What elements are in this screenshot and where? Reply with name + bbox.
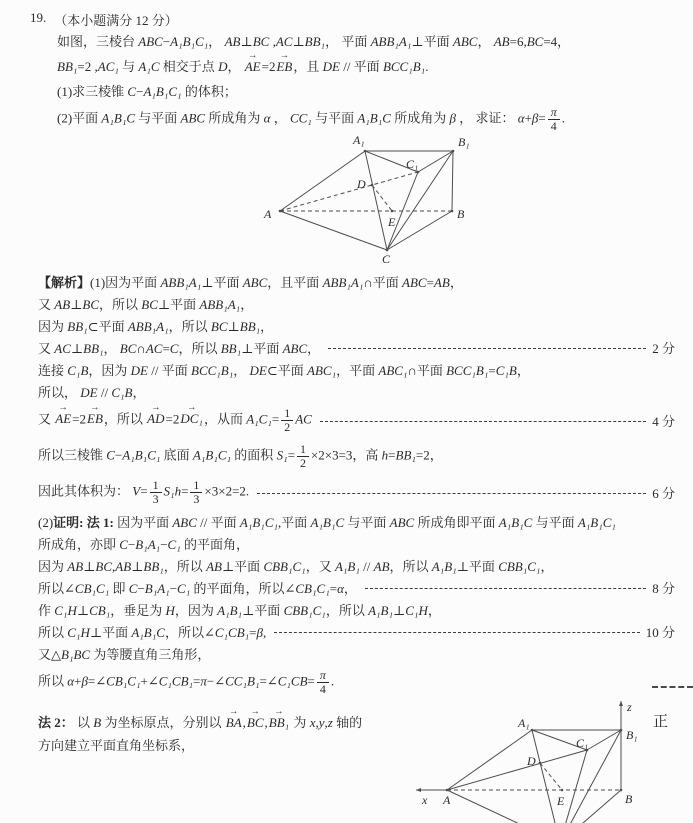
z-axis-arrowhead [619,701,623,706]
vertex-label-x: x [422,793,428,807]
vertex-label-D: D [527,754,536,768]
edge-B1-B [452,151,453,211]
vertex-label-C₁: C₁ [576,736,589,750]
line-text: (1)求三棱锥 C−A₁B₁C₁ 的体积； [57,84,237,99]
line-text: 又 AC⊥BB₁， BC∩AC=C，所以 BB₁⊥平面 ABC， [38,340,321,356]
vertex-label-A₁: A₁ [518,716,530,730]
vertex-label-B₁: B₁ [458,135,470,149]
line-text: BB₁=2 ,AC₁ 与 A₁C 相交于点 D， → AE=2→ EB，且 DE // 平面 BCC₁B₁. [57,56,428,75]
vertex-label-E: E [557,794,565,808]
text-line [38,733,398,756]
line-text: 所以， DE // C₁B， [38,384,146,400]
vertex-dot-A1 [531,729,534,732]
line-text: 法 2： 以 B 为坐标原点，分别以 → BA,→ BC,→ BB₁ 为 x,y,z 轴的 [38,712,362,731]
margin-dashed-line [652,686,693,688]
dotted-leader [328,348,646,349]
edge-A-C1 [447,750,587,790]
text-line [38,336,675,358]
text-line [38,380,675,402]
text-line [38,402,675,438]
line-text: 因此其体积为： V= $\frac{1}{3}$ S₁h= $\frac{1}{3}$ ×3×2=2. [38,477,250,506]
vertex-dot-A1 [364,150,367,153]
dotted-leader [257,493,646,494]
line-text: 如图，三棱台 ABC−A₁B₁C₁， AB⊥BC ,AC⊥BB₁， 平面 ABB₁A₁⊥平面 ABC， AB=6,BC=4， [57,34,571,49]
problem-statement [57,28,673,136]
dotted-leader [274,632,639,633]
vertex-label-C: C [382,252,391,266]
vertex-dot-D [371,184,374,187]
vertex-label-A₁: A₁ [353,133,365,147]
text-line [38,292,675,314]
line-text: 所以∠CB₁C₁ 即 C−B₁A₁−C₁ 的平面角，所以∠CB₁C₁=α， [38,580,357,596]
vertex-label-z: z [627,700,632,714]
edge-A-C [280,211,387,250]
vertex-label-C₁: C₁ [406,157,419,171]
text-line [38,576,675,598]
text-line [38,620,675,642]
figure-frustum-main [240,130,490,275]
text-line [38,598,675,620]
problem-number: 19. [30,10,47,25]
vertex-dot-E [561,789,564,792]
edge-B1-C1 [418,151,453,172]
score-label: 4 分 [652,413,675,429]
vertex-label-E: E [388,215,396,229]
vertex-dot-E [391,210,394,213]
vertex-dot-C [386,249,389,252]
line-text: 方向建立平面直角坐标系， [38,738,195,753]
line-text: 所以 C₁H⊥平面 A₁B₁C，所以∠C₁CB₁=β, [38,624,267,640]
text-line [57,28,673,53]
vertex-dot-B [620,789,623,792]
line-text: 所以 α+β=∠CB₁C₁+∠C₁CB₁=π−∠CC₁B₁=∠C₁CB= $\frac{\pi}{4}$ . [38,667,335,696]
text-line [57,53,673,78]
score-label: 10 分 [645,624,675,640]
edge-A-C [447,790,560,823]
text-line [38,474,675,510]
line-text: 所成角，亦即 C−B₁A₁−C₁ 的平面角， [38,536,250,552]
line-text: 连接 C₁B，因为 DE // 平面 BCC₁B₁， DE⊂平面 ABC₁，平面 ABC₁∩平面 BCC₁B₁=C₁B， [38,362,530,378]
vertex-dot-B1 [620,729,623,732]
vertex-label-B: B [625,792,633,806]
edge-B-C [387,211,452,250]
text-line [38,510,675,532]
solution-section [38,270,675,700]
line-text: 因为 AB⊥BC,AB⊥BB₁，所以 AB⊥平面 CBB₁C₁，又 A₁B₁ // AB，所以 A₁B₁⊥平面 CBB₁C₁， [38,558,554,574]
edge-C-C1 [560,750,587,823]
line-text: 因为 BB₁⊂平面 ABB₁A₁，所以 BC⊥BB₁， [38,318,274,334]
vertex-dot-A [279,210,282,213]
text-line [38,710,398,733]
score-label: 8 分 [652,580,675,596]
vertex-dot-D [539,762,542,765]
vertex-dot-A [446,789,449,792]
text-line [38,532,675,554]
vertex-label-A: A [264,207,272,221]
method2-section [38,710,398,756]
line-text: 所以三棱锥 C−A₁B₁C₁ 底面 A₁B₁C₁ 的面积 S₁= $\frac{1}{2}$ ×2×3=3，高 h=BB₁=2， [38,441,443,470]
edge-A1-A [280,151,365,211]
text-line [57,78,673,103]
text-line [38,358,675,380]
vertex-dot-B [451,210,454,213]
edge-A-C1 [280,172,418,211]
text-line [38,438,675,474]
problem-header [30,10,178,29]
score-label: 2 分 [652,340,675,356]
problem-points-note: （本小题满分 12 分） [54,13,178,28]
line-text: 又△B₁BC 为等腰直角三角形， [38,646,211,662]
vertex-dot-B1 [452,150,455,153]
margin-note: 正 [653,714,669,730]
edge-B1-C [387,151,453,250]
score-label: 6 分 [652,485,675,501]
line-text: 作 C₁H⊥CB₁，垂足为 H，因为 A₁B₁⊥平面 CBB₁C₁，所以 A₁B₁⊥C₁H， [38,602,441,618]
x-axis-arrowhead [416,788,421,792]
line-text: 又 → AE=2→ EB，所以 → AD=2→ DC₁，从而 A₁C₁= $\frac{1}{2}$ AC [38,407,312,434]
edge-A1-A [447,730,532,790]
edge-A1-C [365,151,387,250]
vertex-label-B: B [457,207,465,221]
line-text: 又 AB⊥BC，所以 BC⊥平面 ABB₁A₁， [38,296,254,312]
figure-frustum-coordinate [402,693,657,823]
line-text: (2)证明: 法 1: 因为平面 ABC // 平面 A₁B₁C₁,平面 A₁B₁C 与平面 ABC 所成角即平面 A₁B₁C 与平面 A₁B₁C₁ [38,514,616,530]
text-line [38,554,675,576]
text-line [38,642,675,664]
vertex-label-A: A [443,793,451,807]
edge-A1-C [532,730,560,823]
line-text: 【解析】(1)因为平面 ABB₁A₁⊥平面 ABC，且平面 ABB₁A₁∩平面 ABC=AB， [38,274,463,290]
vertex-label-D: D [357,177,366,191]
text-line [38,314,675,336]
vertex-dot-C1 [417,171,420,174]
text-line [38,270,675,292]
line-text: (2)平面 A₁B₁C 与平面 ABC 所成角为 α ， CC₁ 与平面 A₁B₁C 所成角为 β ， 求证： α+β= $\frac{\pi}{4}$ . [57,105,565,133]
dotted-leader [365,588,646,589]
dotted-leader [320,421,646,422]
edge-B-C [560,790,621,823]
vertex-label-B₁: B₁ [626,728,638,742]
